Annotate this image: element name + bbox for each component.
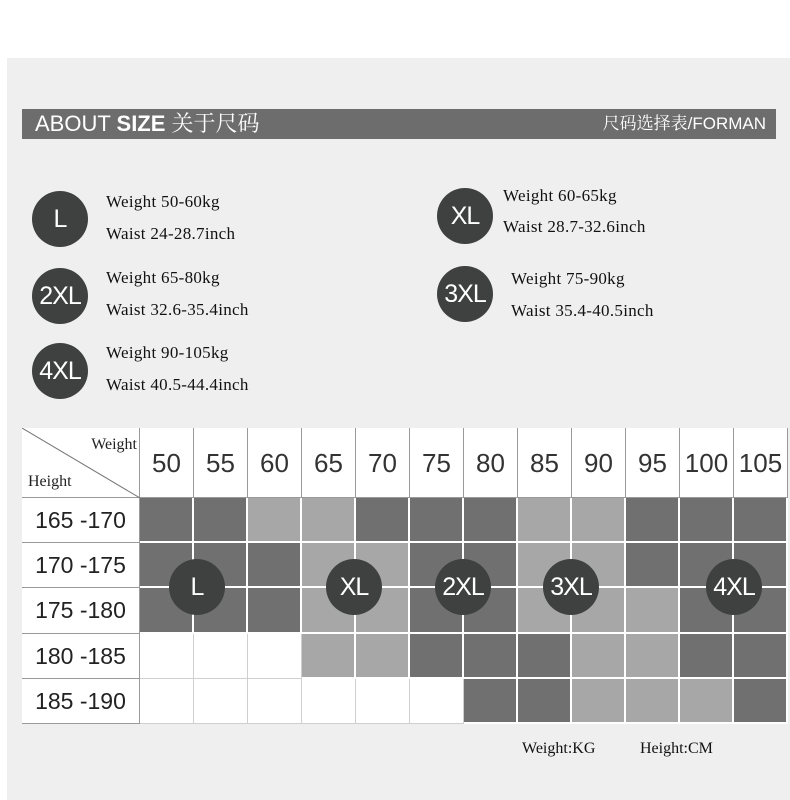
footer-height-unit: Height:CM [640,740,713,757]
size-grid-cell [356,634,410,679]
corner-weight-label: Weight [91,436,137,453]
size-grid-cell [248,588,302,633]
weight-header-cell: 95 [626,428,680,498]
size-badge-3xl: 3XL [437,266,493,322]
table-corner-cell [22,428,140,498]
size-grid-cell [626,634,680,679]
size-grid-cell [248,679,302,724]
zone-label-l: L [169,559,225,615]
size-header-title [35,111,260,137]
weight-header-cell: 70 [356,428,410,498]
size-grid-cell [734,498,788,543]
weight-header-cell: 60 [248,428,302,498]
size-grid-cell [680,679,734,724]
size-grid-cell [680,498,734,543]
weight-header-cell: 75 [410,428,464,498]
height-row-label: 180 -185 [22,634,140,679]
zone-label-3xl: 3XL [543,559,599,615]
size-grid-cell [410,498,464,543]
zone-label-2xl: 2XL [435,559,491,615]
size-grid-cell [626,588,680,633]
weight-header-cell: 85 [518,428,572,498]
footer-weight-unit: Weight:KG [522,740,596,757]
size-grid-cell [464,634,518,679]
size-grid-cell [680,634,734,679]
size-4xl-waist: Waist 40.5-44.4inch [106,375,249,394]
size-badge-l: L [32,191,88,247]
size-l-waist: Waist 24-28.7inch [106,224,236,243]
size-chart-table [22,428,790,724]
size-grid-cell [140,679,194,724]
size-badge-2xl: 2XL [32,268,88,324]
size-2xl-weight: Weight 65-80kg [106,268,220,287]
size-badge-xl: XL [437,188,493,244]
weight-header-cell: 65 [302,428,356,498]
size-grid-cell [734,679,788,724]
size-grid-cell [194,498,248,543]
height-row-label: 165 -170 [22,498,140,543]
size-grid-cell [518,634,572,679]
size-grid-cell [464,498,518,543]
size-grid-cell [356,498,410,543]
size-grid-cell [626,679,680,724]
size-grid-cell [356,679,410,724]
size-2xl-waist: Waist 32.6-35.4inch [106,300,249,319]
weight-header-cell: 80 [464,428,518,498]
size-grid-cell [140,634,194,679]
weight-header-cell: 100 [680,428,734,498]
weight-header-cell: 90 [572,428,626,498]
size-grid-cell [302,498,356,543]
size-grid-cell [248,543,302,588]
size-badge-4xl: 4XL [32,343,88,399]
size-xl-waist: Waist 28.7-32.6inch [503,217,646,236]
size-3xl-weight: Weight 75-90kg [511,269,625,288]
title-prefix: ABOUT [35,111,117,136]
height-row-label: 185 -190 [22,679,140,724]
size-grid-cell [572,679,626,724]
size-grid-cell [626,543,680,588]
size-grid-cell [518,679,572,724]
size-header-subtitle: 尺码选择表/FORMAN [602,114,766,133]
zone-label-xl: XL [326,559,382,615]
size-grid-cell [248,498,302,543]
size-3xl-waist: Waist 35.4-40.5inch [511,301,654,320]
size-grid-cell [626,498,680,543]
weight-header-cell: 105 [734,428,788,498]
weight-header-cell: 50 [140,428,194,498]
size-grid-cell [464,679,518,724]
height-row-label: 175 -180 [22,588,140,633]
size-grid-cell [194,679,248,724]
size-grid-cell [194,634,248,679]
size-grid-cell [410,679,464,724]
title-bold: SIZE [116,111,166,136]
size-grid-cell [248,634,302,679]
size-grid-cell [302,679,356,724]
size-header-bar [22,109,776,139]
corner-height-label: Height [28,473,72,490]
height-row-label: 170 -175 [22,543,140,588]
size-grid-cell [140,498,194,543]
size-grid-cell [410,634,464,679]
size-grid-cell [572,634,626,679]
zone-label-4xl: 4XL [706,559,762,615]
size-grid-cell [518,498,572,543]
size-xl-weight: Weight 60-65kg [503,186,617,205]
weight-header-cell: 55 [194,428,248,498]
size-grid-cell [302,634,356,679]
size-grid-cell [734,634,788,679]
size-grid-cell [572,498,626,543]
title-suffix: 关于尺码 [165,111,260,136]
size-4xl-weight: Weight 90-105kg [106,343,229,362]
size-l-weight: Weight 50-60kg [106,192,220,211]
